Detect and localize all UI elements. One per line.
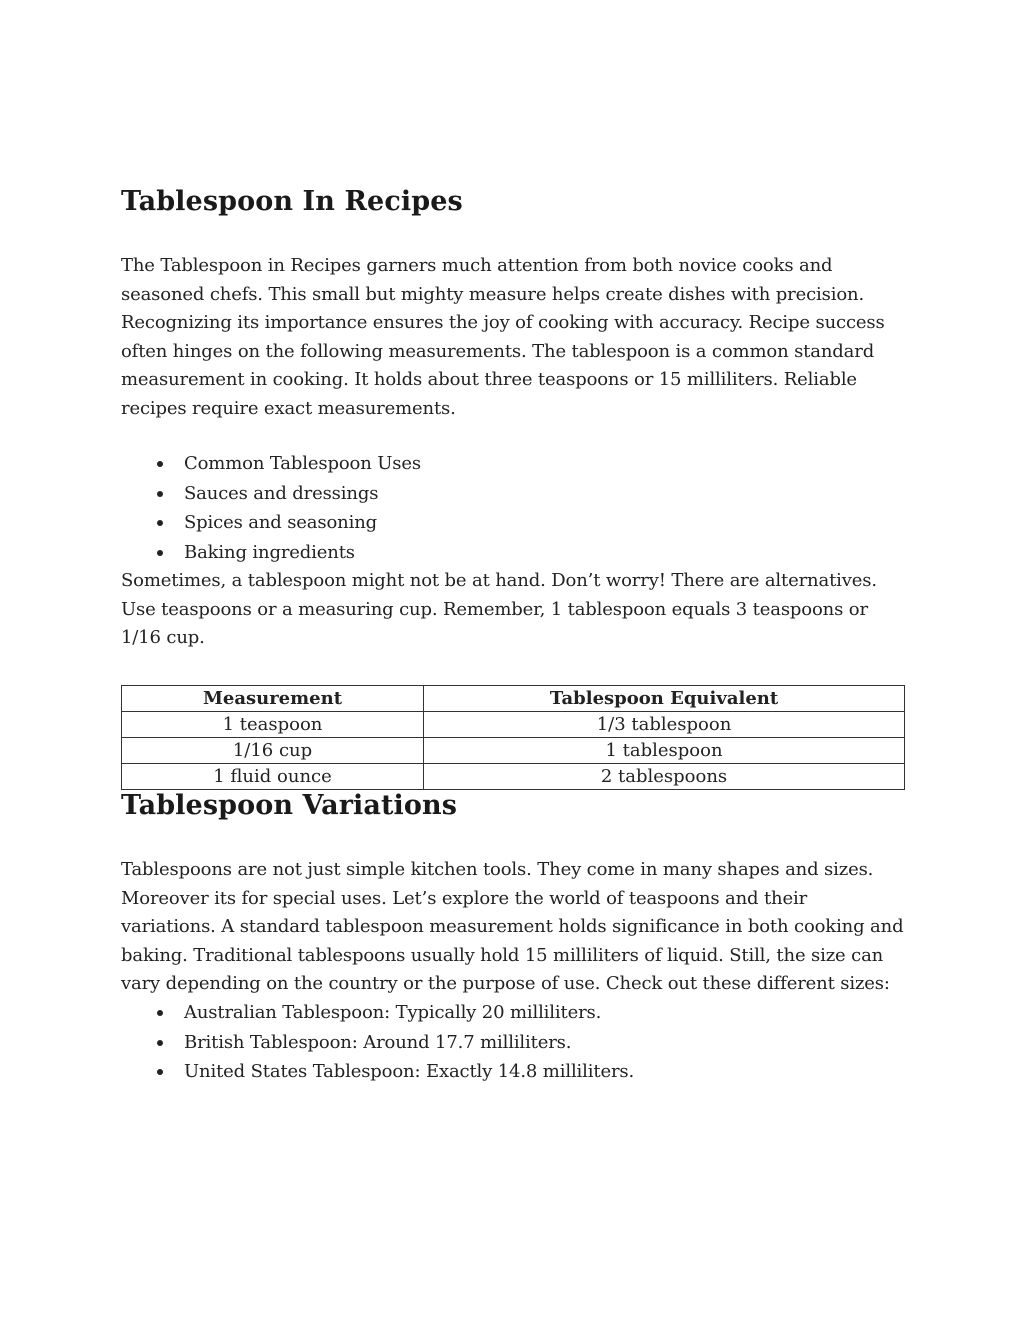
intro-paragraph: The Tablespoon in Recipes garners much attention from both novice cooks and seasoned chefs. This small but mighty measure helps create dishes with precision. Recognizing its importance ensures the joy of cooking with accuracy. Recipe success often hinges on the following measurements. The tablespoon is a common standard measurement in cooking. It holds about three teaspoons or 15 milliliters. Reliable recipes require exact measurements. bbox=[121, 255, 885, 419]
bullet-icon bbox=[157, 491, 163, 497]
list-item: British Tablespoon: Around 17.7 milliliters. bbox=[121, 1028, 905, 1058]
table-header-row bbox=[122, 686, 905, 712]
list-item: Australian Tablespoon: Typically 20 milliliters. bbox=[121, 998, 905, 1028]
sizes-list bbox=[121, 998, 905, 1087]
section-heading-variations: Tablespoon Variations bbox=[121, 790, 458, 821]
bullet-icon bbox=[157, 1010, 163, 1016]
list-item: Common Tablespoon Uses bbox=[121, 449, 905, 479]
list-item: Sauces and dressings bbox=[121, 479, 905, 509]
list-item: Spices and seasoning bbox=[121, 508, 905, 538]
alternatives-paragraph: Sometimes, a tablespoon might not be at hand. Don’t worry! There are alternatives. Use teaspoons or a measuring cup. Remember, 1 tablespoon equals 3 teaspoons or 1/16 cup. bbox=[121, 570, 877, 649]
column-header-measurement: Measurement bbox=[122, 686, 424, 712]
table-cell: 1 teaspoon bbox=[122, 712, 424, 738]
bullet-icon bbox=[157, 1040, 163, 1046]
bullet-icon bbox=[157, 1069, 163, 1075]
list-item: United States Tablespoon: Exactly 14.8 milliliters. bbox=[121, 1057, 905, 1087]
bullet-icon bbox=[157, 550, 163, 556]
table-cell: 2 tablespoons bbox=[424, 764, 905, 790]
table-cell: 1/3 tablespoon bbox=[424, 712, 905, 738]
bullet-icon bbox=[157, 520, 163, 526]
table-row bbox=[122, 712, 905, 738]
table-cell: 1/16 cup bbox=[122, 738, 424, 764]
table-row bbox=[122, 764, 905, 790]
table-cell: 1 tablespoon bbox=[424, 738, 905, 764]
conversion-table bbox=[121, 685, 905, 790]
column-header-equivalent: Tablespoon Equivalent bbox=[424, 686, 905, 712]
list-item: Baking ingredients bbox=[121, 538, 905, 568]
bullet-icon bbox=[157, 461, 163, 467]
table-row bbox=[122, 738, 905, 764]
table-cell: 1 fluid ounce bbox=[122, 764, 424, 790]
variations-paragraph: Tablespoons are not just simple kitchen tools. They come in many shapes and sizes. Moreover its for special uses. Let’s explore the world of teaspoons and their variations. A standard tablespoon measurement holds significance in both cooking and baking. Traditional tablespoons usually hold 15 milliliters of liquid. Still, the size can vary depending on the country or the purpose of use. Check out these different sizes: bbox=[121, 859, 904, 995]
section-heading-recipes: Tablespoon In Recipes bbox=[121, 186, 463, 217]
uses-list bbox=[121, 449, 905, 568]
